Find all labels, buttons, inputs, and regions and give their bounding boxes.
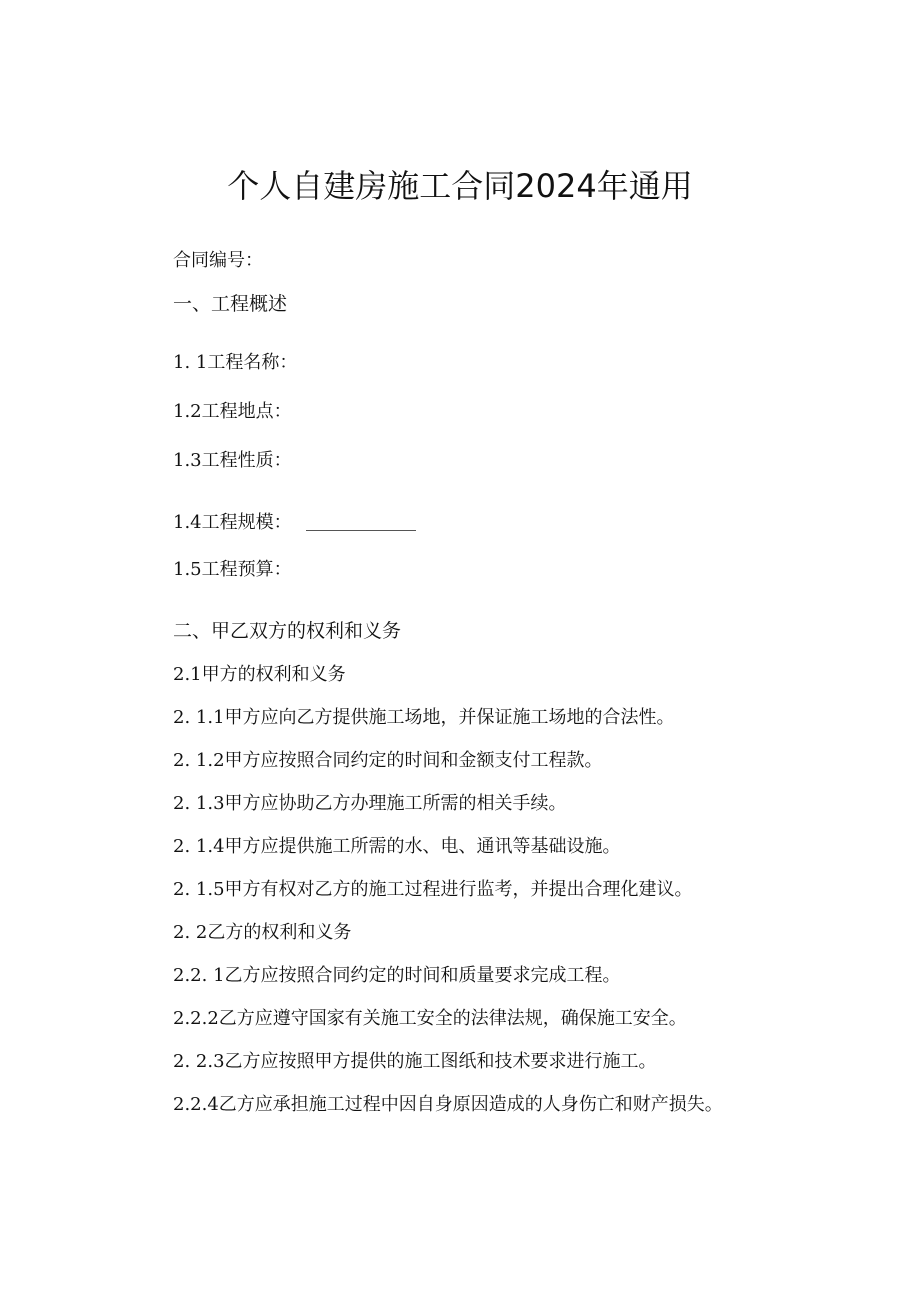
section-2-item-2: 2. 1.1甲方应向乙方提供施工场地，并保证施工场地的合法性。 <box>173 707 675 728</box>
section-1-item-3: 1.3工程性质： <box>173 450 292 471</box>
section-2-item-3: 2. 1.2甲方应按照合同约定的时间和金额支付工程款。 <box>173 750 603 771</box>
contract-number-label: 合同编号： <box>173 250 263 271</box>
section-2-item-9: 2.2.2乙方应遵守国家有关施工安全的法律法规，确保施工安全。 <box>173 1008 687 1029</box>
section-1-item-1: 1. 1工程名称： <box>173 352 298 373</box>
section-1-item-5: 1.5工程预算： <box>173 559 292 580</box>
section-1-heading: 一、工程概述 <box>173 293 288 315</box>
section-1-item-2: 1.2工程地点： <box>173 401 292 422</box>
section-2-item-6: 2. 1.5甲方有权对乙方的施工过程进行监考，并提出合理化建议。 <box>173 879 693 900</box>
scale-blank-underline <box>306 530 416 531</box>
section-2-item-10: 2. 2.3乙方应按照甲方提供的施工图纸和技术要求进行施工。 <box>173 1051 657 1072</box>
section-2-item-11: 2.2.4乙方应承担施工过程中因自身原因造成的人身伤亡和财产损失。 <box>173 1094 723 1115</box>
section-2-item-1: 2.1甲方的权利和义务 <box>173 664 346 685</box>
section-2-heading: 二、甲乙双方的权利和义务 <box>173 620 402 642</box>
section-2-item-5: 2. 1.4甲方应提供施工所需的水、电、通讯等基础设施。 <box>173 836 621 857</box>
section-2-item-7: 2. 2乙方的权利和义务 <box>173 922 352 943</box>
section-2-item-8: 2.2. 1乙方应按照合同约定的时间和质量要求完成工程。 <box>173 965 621 986</box>
section-2-item-4: 2. 1.3甲方应协助乙方办理施工所需的相关手续。 <box>173 793 567 814</box>
section-1-item-4: 1.4工程规模： <box>173 512 292 533</box>
document-title: 个人自建房施工合同2024年通用 <box>227 167 693 205</box>
